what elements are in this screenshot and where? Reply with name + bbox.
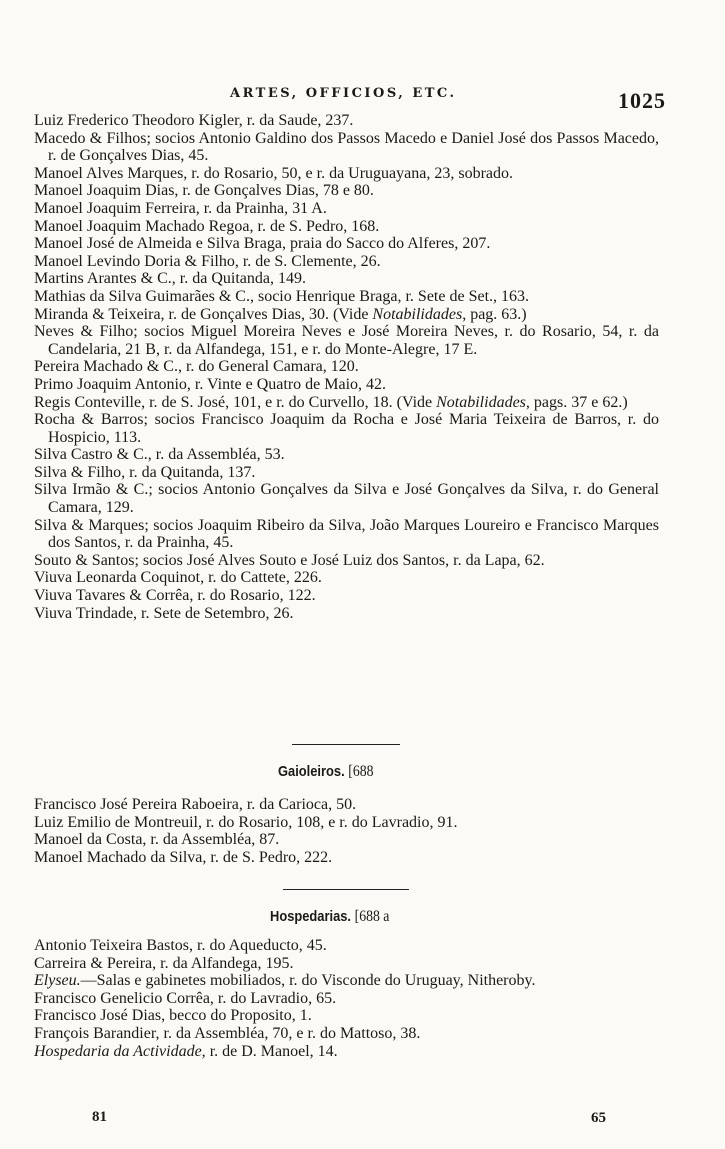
list-item: Antonio Teixeira Bastos, r. do Aqueducto, 45. <box>34 937 327 954</box>
list-item: Silva Irmão & C.; socios Antonio Gonçalves da Silva e José Gonçalves da Silva, r. do General Camara, 129. <box>34 481 659 517</box>
list-item: Luiz Emilio de Montreuil, r. do Rosario, 108, e r. do Lavradio, 91. <box>34 813 458 831</box>
entry-text: Salas e gabinetes mobiliados, r. do Visconde do Uruguay, Nitheroby. <box>96 972 536 990</box>
list-item: Manoel da Costa, r. da Assembléa, 87. <box>34 831 280 849</box>
list-item: Francisco Genelicio Corrêa, r. do Lavradio, 65. <box>34 989 337 1007</box>
entry-list-top <box>34 112 659 622</box>
list-item: François Barandier, r. da Assembléa, 70, e r. do Mattoso, 38. <box>34 1024 421 1042</box>
list-item: Manoel José de Almeida e Silva Braga, praia do Sacco do Alferes, 207. <box>34 235 491 253</box>
list-item: Manoel Joaquim Ferreira, r. da Prainha, 31 A. <box>34 199 327 217</box>
list-item: Manoel Alves Marques, r. do Rosario, 50, e r. da Uruguayana, 23, sobrado. <box>34 164 514 182</box>
list-item: Souto & Santos; socios José Alves Souto e José Luiz dos Santos, r. da Lapa, 62. <box>34 551 545 569</box>
list-item <box>34 306 659 324</box>
footer-signature-right: 65 <box>591 1110 606 1126</box>
entry-dash: — <box>80 972 97 990</box>
section-heading-hospedarias <box>270 908 389 926</box>
list-item: Silva Castro & C., r. da Assembléa, 53. <box>34 446 285 464</box>
entry-text: r. de D. Manoel, 14. <box>209 1042 338 1060</box>
list-item <box>34 1043 659 1061</box>
list-item: Pereira Machado & C., r. do General Camara, 120. <box>34 358 359 376</box>
page-number: 1025 <box>618 88 666 113</box>
entry-text: Regis Conteville, r. de S. José, 101, e r. do Curvello, 18. (Vide <box>34 393 437 411</box>
list-item: Martins Arantes & C., r. da Quitanda, 149. <box>34 270 306 288</box>
list-item: Macedo & Filhos; socios Antonio Galdino dos Passos Macedo e Daniel José dos Passos Macedo, r. de Gonçalves Dias, 45. <box>34 129 659 165</box>
section-divider <box>292 744 400 745</box>
section-heading-gaioleiros <box>278 763 373 781</box>
vide-italic: Notabilidades, <box>436 393 530 411</box>
list-item: Mathias da Silva Guimarães & C., socio Henrique Braga, r. Sete de Set., 163. <box>34 287 530 305</box>
list-item: Rocha & Barros; socios Francisco Joaquim da Rocha e José Maria Teixeira de Barros, r. do Hospicio, 113. <box>34 411 659 446</box>
list-item: Viuva Leonarda Coquinot, r. do Cattete, 226. <box>34 569 322 587</box>
footer-signature-left: 81 <box>92 1109 107 1125</box>
list-item <box>34 972 659 990</box>
section-ref: [688 a <box>354 908 390 925</box>
list-item: Viuva Trindade, r. Sete de Setembro, 26. <box>34 604 294 622</box>
list-item: Primo Joaquim Antonio, r. Vinte e Quatro de Maio, 42. <box>34 375 387 393</box>
vide-italic: Notabilidades <box>372 305 463 323</box>
entry-italic-name: Elyseu. <box>34 972 81 990</box>
section-title: Gaioleiros. <box>278 763 345 780</box>
list-item: Luiz Frederico Theodoro Kigler, r. da Saude, 237. <box>34 112 354 129</box>
entry-text: Miranda & Teixeira, r. de Gonçalves Dias, 30. (Vide <box>34 305 373 323</box>
section-divider <box>283 889 409 890</box>
entry-italic-name: Hospedaria da Actividade, <box>34 1042 206 1060</box>
section-title: Hospedarias. <box>270 908 352 925</box>
vide-tail: pags. 37 e 62.) <box>529 393 628 411</box>
vide-tail: , pag. 63.) <box>462 305 527 323</box>
list-item: Silva & Marques; socios Joaquim Ribeiro da Silva, João Marques Loureiro e Francisco Marques dos Santos, r. da Prainha, 45. <box>34 516 659 552</box>
list-item <box>34 394 659 412</box>
list-item: Neves & Filho; socios Miguel Moreira Neves e José Moreira Neves, r. do Rosario, 54, r. da Candelaria, 21 B, r. da Alfandega, 151, e r. do Monte-Alegre, 17 E. <box>34 323 659 358</box>
entry-list-gaioleiros <box>34 796 659 866</box>
list-item: Carreira & Pereira, r. da Alfandega, 195. <box>34 954 294 972</box>
list-item: Silva & Filho, r. da Quitanda, 137. <box>34 463 256 481</box>
list-item: Manoel Levindo Doria & Filho, r. de S. Clemente, 26. <box>34 252 381 270</box>
entry-list-hospedarias <box>34 937 659 1060</box>
list-item: Francisco José Dias, becco do Proposito, 1. <box>34 1007 312 1025</box>
list-item: Viuva Tavares & Corrêa, r. do Rosario, 122. <box>34 587 316 605</box>
list-item: Manoel Joaquim Machado Regoa, r. de S. Pedro, 168. <box>34 217 380 235</box>
running-title: ARTES, OFFICIOS, ETC. <box>230 86 457 101</box>
section-ref: [688 <box>348 763 374 780</box>
list-item: Manoel Machado da Silva, r. de S. Pedro, 222. <box>34 848 333 866</box>
list-item: Manoel Joaquim Dias, r. de Gonçalves Dias, 78 e 80. <box>34 182 374 200</box>
list-item: Francisco José Pereira Raboeira, r. da Carioca, 50. <box>34 796 357 813</box>
